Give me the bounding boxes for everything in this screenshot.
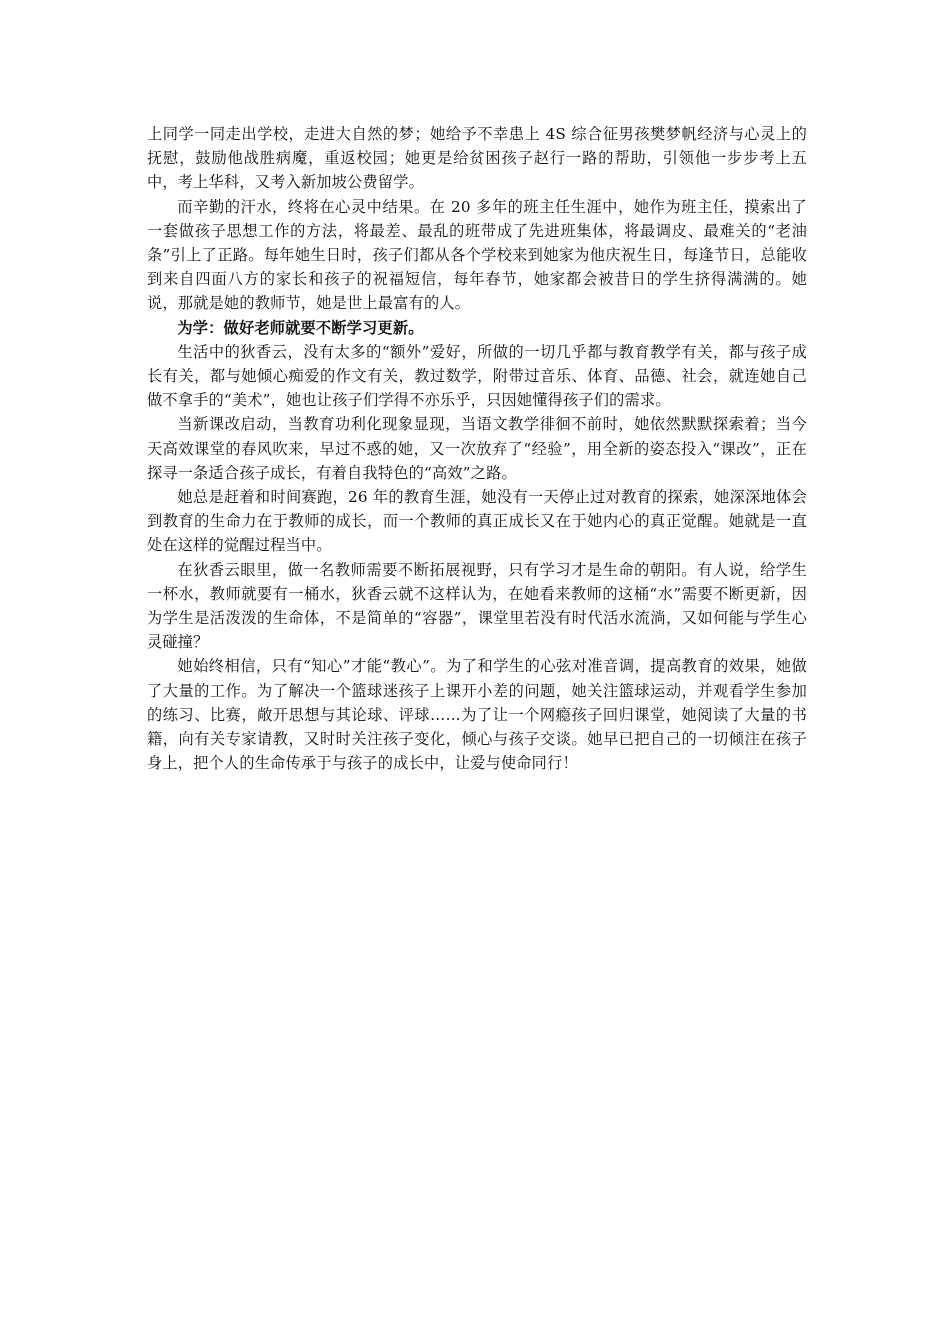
section-heading-learning: 为学：做好老师就要不断学习更新。 bbox=[177, 318, 424, 337]
paragraph-sweat-fruit: 而辛勤的汗水，终将在心灵中结果。在 20 多年的班主任生涯中，她作为班主任，摸索出了一套做孩子思想工作的方法，将最差、最乱的班带成了先进班集体，将最调皮、最难关的“老油条”引上了正路。每年她生日时，孩子们都从各个学校来到她家为他庆祝生日，每逢节日，总能收到来自四面八方的家长和孩子的祝福短信，每年春节，她家都会被昔日的学生挤得满满的。她说，那就是她的教师节，她是世上最富有的人。 bbox=[147, 197, 807, 313]
paragraph-teaching-career: 她总是赶着和时间赛跑，26 年的教育生涯，她没有一天停止过对教育的探索，她深深地体会到教育的生命力在于教师的成长，而一个教师的真正成长又在于她内心的真正觉醒。她就是一直处在这样的觉醒过程当中。 bbox=[147, 488, 807, 555]
paragraph-know-heart: 她始终相信，只有“知心”才能“教心”。为了和学生的心弦对准音调，提高教育的效果，她做了大量的工作。为了解决一个篮球迷孩子上课开小差的问题，她关注篮球运动，并观看学生参加的练习、比赛，敞开思想与其论球、评球……为了让一个网瘾孩子回归课堂，她阅读了大量的书籍，向有关专家请教，又时时关注孩子变化，倾心与孩子交谈。她早已把自己的一切倾注在孩子身上，把个人的生命传承于与孩子的成长中，让爱与使命同行！ bbox=[147, 657, 807, 773]
paragraph-daily-life: 生活中的狄香云，没有太多的“额外”爱好，所做的一切几乎都与教育教学有关，都与孩子成长有关，都与她倾心痴爱的作文有关，教过数学，附带过音乐、体育、品德、社会，就连她自己做不拿手的“美术”，她也让孩子们学得不亦乐乎，只因她懂得孩子们的需求。 bbox=[147, 342, 807, 410]
document-body bbox=[147, 122, 807, 775]
paragraph-curriculum-reform: 当新课改启动，当教育功利化现象显现，当语文教学徘徊不前时，她依然默默探索着；当今天高效课堂的春风吹来，早过不惑的她，又一次放弃了“经验”，用全新的姿态投入“课改”，正在探寻一条适合孩子成长，有着自我特色的“高效”之路。 bbox=[147, 415, 807, 482]
paragraph-continuation: 上同学一同走出学校，走进大自然的梦；她给予不幸患上 4S 综合征男孩樊梦帆经济与心灵上的抚慰，鼓励他战胜病魔，重返校园；她更是给贫困孩子赵行一路的帮助，引领他一步步考上五中，考上华科，又考入新加坡公费留学。 bbox=[147, 125, 807, 192]
paragraph-teacher-growth: 在狄香云眼里，做一名教师需要不断拓展视野，只有学习才是生命的朝阳。有人说，给学生一杯水，教师就要有一桶水，狄香云就不这样认为，在她看来教师的这桶“水”需要不断更新，因为学生是活泼泼的生命体，不是简单的“容器”，课堂里若没有时代活水流淌，又如何能与学生心灵碰撞？ bbox=[147, 560, 807, 652]
